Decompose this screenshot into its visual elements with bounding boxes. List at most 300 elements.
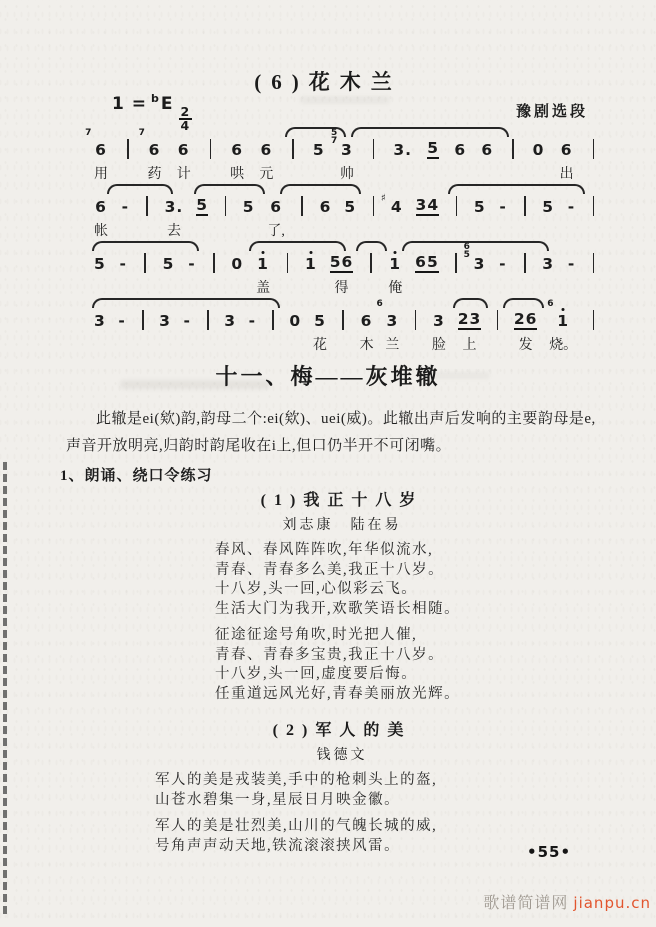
note bbox=[542, 196, 554, 216]
note-cell bbox=[230, 139, 244, 181]
note-digit: 3 bbox=[386, 312, 399, 330]
barline-cell bbox=[589, 310, 598, 352]
note bbox=[547, 299, 570, 330]
grace-digit: 7 bbox=[331, 135, 338, 146]
barline bbox=[593, 196, 595, 216]
note-digit: 3 bbox=[159, 312, 171, 330]
note-digit: 3. bbox=[393, 141, 413, 159]
note-digit: 6 bbox=[454, 141, 467, 159]
slur-arc bbox=[453, 298, 489, 308]
poem-line: 青春、青春多么美,我正十八岁。 bbox=[215, 561, 445, 578]
lyric: 木 bbox=[359, 338, 374, 353]
note bbox=[138, 128, 161, 159]
note-digit: 5 bbox=[427, 139, 440, 157]
barline bbox=[207, 310, 209, 330]
barline-cell bbox=[141, 253, 150, 295]
stanza bbox=[0, 626, 656, 704]
barline bbox=[272, 310, 274, 330]
note-cell bbox=[481, 139, 493, 181]
barline-stroke bbox=[292, 139, 294, 159]
note bbox=[257, 253, 269, 273]
note-cell bbox=[243, 196, 255, 238]
lyric: 盖 bbox=[256, 281, 271, 296]
note-cell bbox=[121, 196, 130, 238]
stanza bbox=[0, 541, 656, 619]
note-digit: 0 bbox=[231, 255, 244, 273]
note bbox=[224, 310, 236, 330]
note-cell bbox=[248, 310, 257, 352]
note bbox=[458, 310, 482, 330]
note bbox=[499, 253, 506, 273]
barline-cell bbox=[206, 139, 215, 181]
note-cell bbox=[360, 310, 374, 352]
note-digit: 3 bbox=[473, 255, 486, 273]
grace-note bbox=[139, 130, 145, 138]
barline-cell bbox=[411, 310, 420, 352]
barline-cell bbox=[589, 139, 598, 181]
barline-stroke bbox=[210, 139, 212, 159]
note bbox=[261, 139, 273, 159]
note-digit: 3 bbox=[542, 255, 555, 273]
note-cell bbox=[393, 139, 412, 181]
barline-cell bbox=[369, 139, 378, 181]
lyric: 了, bbox=[267, 224, 285, 239]
slur-arc bbox=[503, 298, 544, 308]
note-digit: - bbox=[248, 312, 257, 330]
note-digit: 1 bbox=[389, 255, 402, 273]
note-cell bbox=[463, 242, 486, 295]
barline-stroke bbox=[373, 196, 375, 216]
poem-line: 山苍水碧集一身,星辰日月映金徽。 bbox=[155, 791, 401, 808]
note-cell bbox=[542, 253, 554, 295]
key-tonic: 1 bbox=[112, 94, 125, 114]
barline-stroke bbox=[342, 310, 344, 330]
poem-line: 十八岁,头一回,虚度要后悔。 bbox=[215, 666, 418, 682]
score-line bbox=[92, 297, 600, 354]
note bbox=[178, 139, 190, 159]
barline-stroke bbox=[373, 139, 375, 159]
note bbox=[120, 253, 127, 273]
note-digit: 5 bbox=[314, 312, 326, 330]
note bbox=[165, 196, 184, 216]
note-cell bbox=[224, 310, 236, 352]
watermark bbox=[483, 890, 651, 913]
note-cell bbox=[231, 253, 243, 295]
note bbox=[243, 196, 255, 216]
note-cell bbox=[542, 196, 554, 238]
note-digit: 5 bbox=[344, 198, 357, 216]
poem-line: 军人的美是戎装美,手中的枪刺头上的盔, bbox=[155, 772, 438, 788]
note bbox=[163, 253, 175, 273]
lyric: 得 bbox=[334, 281, 349, 296]
note bbox=[94, 310, 106, 330]
barline-stroke bbox=[455, 253, 457, 273]
barline-cell bbox=[520, 196, 529, 238]
lyric: 上 bbox=[462, 338, 477, 353]
grace-digit: 5 bbox=[331, 128, 338, 138]
note-digit: 3 bbox=[341, 141, 353, 159]
note bbox=[122, 196, 129, 216]
note-digit: 56 bbox=[329, 253, 354, 271]
barline bbox=[373, 139, 375, 159]
slur-arc bbox=[351, 127, 508, 137]
slur-arc bbox=[280, 184, 361, 194]
barline bbox=[512, 139, 514, 159]
key-note: E bbox=[160, 94, 174, 114]
note-cell bbox=[514, 310, 538, 352]
barline-stroke bbox=[497, 310, 499, 330]
poem bbox=[0, 717, 656, 856]
barline-stroke bbox=[593, 310, 595, 330]
watermark-domain: jianpu.cn bbox=[573, 894, 651, 912]
grace-digit: 7 bbox=[85, 128, 92, 138]
note bbox=[361, 310, 373, 330]
barline bbox=[225, 196, 227, 216]
note-digit: - bbox=[183, 312, 191, 330]
octave-dot bbox=[562, 308, 565, 311]
barline-cell bbox=[452, 196, 461, 238]
note-cell bbox=[165, 196, 184, 238]
note-cell bbox=[313, 139, 325, 181]
lyric: 元 bbox=[259, 167, 274, 182]
note-cell bbox=[305, 253, 317, 295]
note-digit: 6 bbox=[360, 312, 373, 330]
barline-cell bbox=[508, 139, 517, 181]
barline-cell bbox=[209, 253, 218, 295]
lyric: 花 bbox=[313, 338, 327, 353]
note bbox=[313, 139, 325, 159]
note bbox=[433, 310, 445, 330]
barline-stroke bbox=[415, 310, 417, 330]
lyric: 帐 bbox=[94, 224, 108, 239]
score-source: 豫剧选段 bbox=[516, 104, 589, 120]
note-digit: - bbox=[118, 312, 126, 330]
score-line bbox=[92, 240, 600, 297]
barline bbox=[287, 253, 289, 273]
barline-cell bbox=[204, 310, 213, 352]
slur-arc bbox=[92, 241, 199, 251]
note-cell bbox=[289, 310, 301, 352]
barline bbox=[144, 253, 146, 273]
barline-cell bbox=[339, 310, 348, 352]
flat-sign: b bbox=[151, 92, 160, 105]
note-cell bbox=[474, 196, 486, 238]
poem-authors: 刘志康 陆在易 bbox=[282, 518, 402, 533]
note-digit: 3 bbox=[224, 312, 237, 330]
note bbox=[499, 196, 506, 216]
poem-line: 号角声声动天地,铁流滚滚挟风雷。 bbox=[155, 837, 401, 854]
note bbox=[314, 310, 326, 330]
meter-bottom: 4 bbox=[180, 118, 191, 133]
barline-stroke bbox=[142, 310, 144, 330]
note-digit: 6 bbox=[95, 141, 107, 159]
slur-arc bbox=[107, 184, 173, 194]
barline-cell bbox=[452, 253, 461, 295]
note-digit: 6 bbox=[319, 198, 332, 216]
lyric: 兰 bbox=[385, 338, 400, 353]
note-digit: 6 bbox=[481, 141, 494, 159]
note-cell bbox=[458, 310, 482, 352]
barline bbox=[593, 253, 595, 273]
note-digit: 5 bbox=[473, 198, 486, 216]
note bbox=[454, 139, 466, 159]
stanza bbox=[0, 771, 656, 810]
poem-line: 军人的美是壮烈美,山川的气魄长城的威, bbox=[155, 818, 438, 834]
note-cell bbox=[416, 196, 440, 238]
lyric: 俺 bbox=[388, 281, 403, 296]
octave-dot bbox=[262, 251, 265, 254]
note-digit: 3 bbox=[94, 312, 106, 330]
note-cell bbox=[159, 310, 171, 352]
grace-digit: 5 bbox=[463, 249, 470, 260]
barline bbox=[524, 196, 526, 216]
slur-arc bbox=[194, 184, 265, 194]
poem-line: 生活大门为我开,欢歌笑语长相随。 bbox=[215, 600, 461, 617]
note-digit: - bbox=[499, 255, 507, 273]
note-digit: 23 bbox=[457, 310, 482, 328]
barline bbox=[370, 253, 372, 273]
octave-dot bbox=[394, 251, 397, 254]
score-line bbox=[85, 126, 600, 183]
barline-stroke bbox=[456, 196, 458, 216]
note-cell bbox=[313, 310, 327, 352]
note-cell bbox=[119, 253, 128, 295]
note-digit: 5 bbox=[162, 255, 175, 273]
note-cell bbox=[427, 139, 439, 181]
barline-stroke bbox=[524, 253, 526, 273]
section-title: 十一、梅——灰堆辙 bbox=[215, 364, 441, 389]
note-row bbox=[85, 126, 600, 182]
poem-title: (1)我正十八岁 bbox=[260, 492, 424, 509]
note-digit: 4 bbox=[390, 198, 403, 216]
note-digit: 1 bbox=[257, 255, 269, 273]
note bbox=[427, 139, 439, 159]
barline-stroke bbox=[272, 310, 274, 330]
grace-note bbox=[464, 244, 470, 259]
watermark-site-name: 歌谱简谱网 bbox=[483, 895, 569, 912]
note bbox=[561, 139, 573, 159]
note-cell bbox=[499, 196, 508, 238]
barline-cell bbox=[123, 139, 132, 181]
note-digit: 5 bbox=[312, 141, 325, 159]
note bbox=[389, 253, 401, 273]
note-cell bbox=[380, 193, 403, 238]
grace-digit: 6 bbox=[376, 299, 383, 309]
barline-cell bbox=[269, 310, 278, 352]
barline bbox=[415, 310, 417, 330]
barline-cell bbox=[298, 196, 307, 238]
grace-digit: 6 bbox=[547, 299, 554, 309]
barline-cell bbox=[138, 310, 147, 352]
note-cell bbox=[560, 139, 574, 181]
meter-top: 2 bbox=[180, 104, 191, 119]
poem-authors: 钱德文 bbox=[316, 748, 368, 763]
note bbox=[94, 253, 106, 273]
barline-cell bbox=[520, 253, 529, 295]
octave-dot bbox=[309, 251, 312, 254]
note bbox=[305, 253, 317, 273]
note-cell bbox=[163, 253, 175, 295]
barline-cell bbox=[369, 196, 378, 238]
note bbox=[289, 310, 301, 330]
exercise-heading: 1、朗诵、绕口令练习 bbox=[60, 468, 213, 484]
note-cell bbox=[432, 310, 446, 352]
note-digit: 6 bbox=[148, 141, 161, 159]
grace-digit: 6 bbox=[463, 242, 470, 252]
lyric: 出 bbox=[559, 167, 574, 182]
note-cell bbox=[259, 139, 273, 181]
barline bbox=[213, 253, 215, 273]
note-cell bbox=[454, 139, 466, 181]
note-cell bbox=[138, 128, 162, 182]
note bbox=[463, 242, 486, 273]
lyric: 烧。 bbox=[549, 338, 578, 353]
barline-cell bbox=[143, 196, 152, 238]
poem-line: 青春、青春多宝贵,我正十八岁。 bbox=[215, 646, 445, 663]
note bbox=[542, 253, 554, 273]
note-digit: 3. bbox=[164, 198, 184, 216]
note-cell bbox=[567, 196, 576, 238]
note bbox=[270, 196, 282, 216]
scan-smudge bbox=[300, 96, 390, 104]
note-cell bbox=[85, 128, 108, 182]
note-cell bbox=[320, 196, 332, 238]
poem-title: (2)军人的美 bbox=[272, 722, 412, 739]
note-digit: 0 bbox=[289, 312, 302, 330]
note bbox=[331, 128, 353, 159]
note-digit: 34 bbox=[415, 196, 440, 214]
slur-arc bbox=[356, 241, 386, 251]
note-cell bbox=[330, 253, 354, 295]
lyric: 哄 bbox=[230, 167, 245, 182]
note bbox=[533, 139, 545, 159]
note bbox=[514, 310, 538, 330]
note-cell bbox=[388, 253, 402, 295]
note bbox=[196, 196, 208, 216]
barline bbox=[455, 253, 457, 273]
lyric: 去 bbox=[166, 224, 181, 239]
barline-cell bbox=[589, 253, 598, 295]
grace-note bbox=[85, 130, 91, 138]
poem-line: 十八岁,头一回,心似彩云飞。 bbox=[215, 581, 418, 597]
barline bbox=[497, 310, 499, 330]
poem-line: 春风、春风阵阵吹,年华似流水, bbox=[215, 542, 434, 558]
barline bbox=[301, 196, 303, 216]
note-cell bbox=[344, 196, 356, 238]
barline bbox=[142, 310, 144, 330]
note bbox=[159, 310, 171, 330]
lyric: 计 bbox=[176, 167, 191, 182]
barline-stroke bbox=[146, 196, 148, 216]
note-digit: 6 bbox=[95, 198, 107, 216]
barline bbox=[146, 196, 148, 216]
barline-cell bbox=[493, 310, 502, 352]
barline-stroke bbox=[144, 253, 146, 273]
note bbox=[568, 253, 575, 273]
note-digit: 5 bbox=[542, 198, 555, 216]
sharp-sign: ♯ bbox=[380, 193, 386, 204]
lyric: 脸 bbox=[431, 338, 446, 353]
note-cell bbox=[376, 299, 400, 353]
barline bbox=[373, 196, 375, 216]
barline-stroke bbox=[287, 253, 289, 273]
note bbox=[474, 196, 486, 216]
note-cell bbox=[94, 310, 106, 352]
barline-cell bbox=[221, 196, 230, 238]
barline-stroke bbox=[213, 253, 215, 273]
barline-cell bbox=[283, 253, 292, 295]
note-cell bbox=[498, 253, 507, 295]
note bbox=[393, 139, 412, 159]
note bbox=[85, 128, 107, 159]
note-cell bbox=[118, 310, 127, 352]
note bbox=[481, 139, 493, 159]
note-digit: 3 bbox=[433, 312, 445, 330]
note-cell bbox=[94, 196, 108, 238]
note-digit: 6 bbox=[260, 141, 273, 159]
note-digit: - bbox=[567, 198, 576, 216]
barline-stroke bbox=[593, 196, 595, 216]
note-digit: 6 bbox=[231, 141, 244, 159]
note-cell bbox=[533, 139, 545, 181]
note bbox=[320, 196, 332, 216]
poem bbox=[0, 487, 656, 704]
barline bbox=[593, 139, 595, 159]
note-digit: - bbox=[119, 255, 127, 273]
note-digit: - bbox=[188, 255, 196, 273]
slur-arc bbox=[402, 241, 549, 251]
note bbox=[188, 253, 195, 273]
barline-stroke bbox=[301, 196, 303, 216]
note bbox=[330, 253, 354, 273]
barline bbox=[593, 310, 595, 330]
note-cell bbox=[331, 128, 354, 182]
note-digit: 26 bbox=[513, 310, 538, 328]
key-equals: = bbox=[131, 94, 148, 114]
note-cell bbox=[547, 299, 578, 353]
score-line bbox=[92, 183, 600, 240]
barline bbox=[342, 310, 344, 330]
grace-digit: 7 bbox=[138, 128, 145, 138]
note-digit: - bbox=[567, 255, 576, 273]
note bbox=[568, 196, 575, 216]
note-digit: 6 bbox=[560, 141, 573, 159]
score-title: (6)花木兰 bbox=[254, 70, 402, 94]
note-digit: 1 bbox=[557, 312, 570, 330]
barline-stroke bbox=[207, 310, 209, 330]
note-digit: - bbox=[499, 198, 507, 216]
grace-note bbox=[331, 130, 337, 145]
lyric: 帅 bbox=[339, 167, 354, 182]
note-cell bbox=[187, 253, 196, 295]
note-digit: 5 bbox=[196, 196, 208, 214]
section-intro: 此辙是ei(欸)韵,韵母二个:ei(欸)、uei(威)。此辙出声后发响的主要韵母是e,声音开放明亮,归韵时韵尾收在i上,但口仍半开不可闭嘴。 bbox=[66, 411, 596, 454]
note-digit: 5 bbox=[242, 198, 255, 216]
grace-note bbox=[376, 301, 382, 309]
barline-stroke bbox=[524, 196, 526, 216]
note bbox=[344, 196, 356, 216]
barline-stroke bbox=[512, 139, 514, 159]
note bbox=[184, 310, 191, 330]
note-cell bbox=[567, 253, 576, 295]
lyric: 发 bbox=[518, 338, 533, 353]
poem-line: 任重道远风光好,青春美丽放光辉。 bbox=[215, 685, 461, 702]
note-digit: 5 bbox=[94, 255, 106, 273]
barline-cell bbox=[589, 196, 598, 238]
note bbox=[380, 193, 403, 216]
slur-arc bbox=[249, 241, 346, 251]
barline-stroke bbox=[593, 253, 595, 273]
